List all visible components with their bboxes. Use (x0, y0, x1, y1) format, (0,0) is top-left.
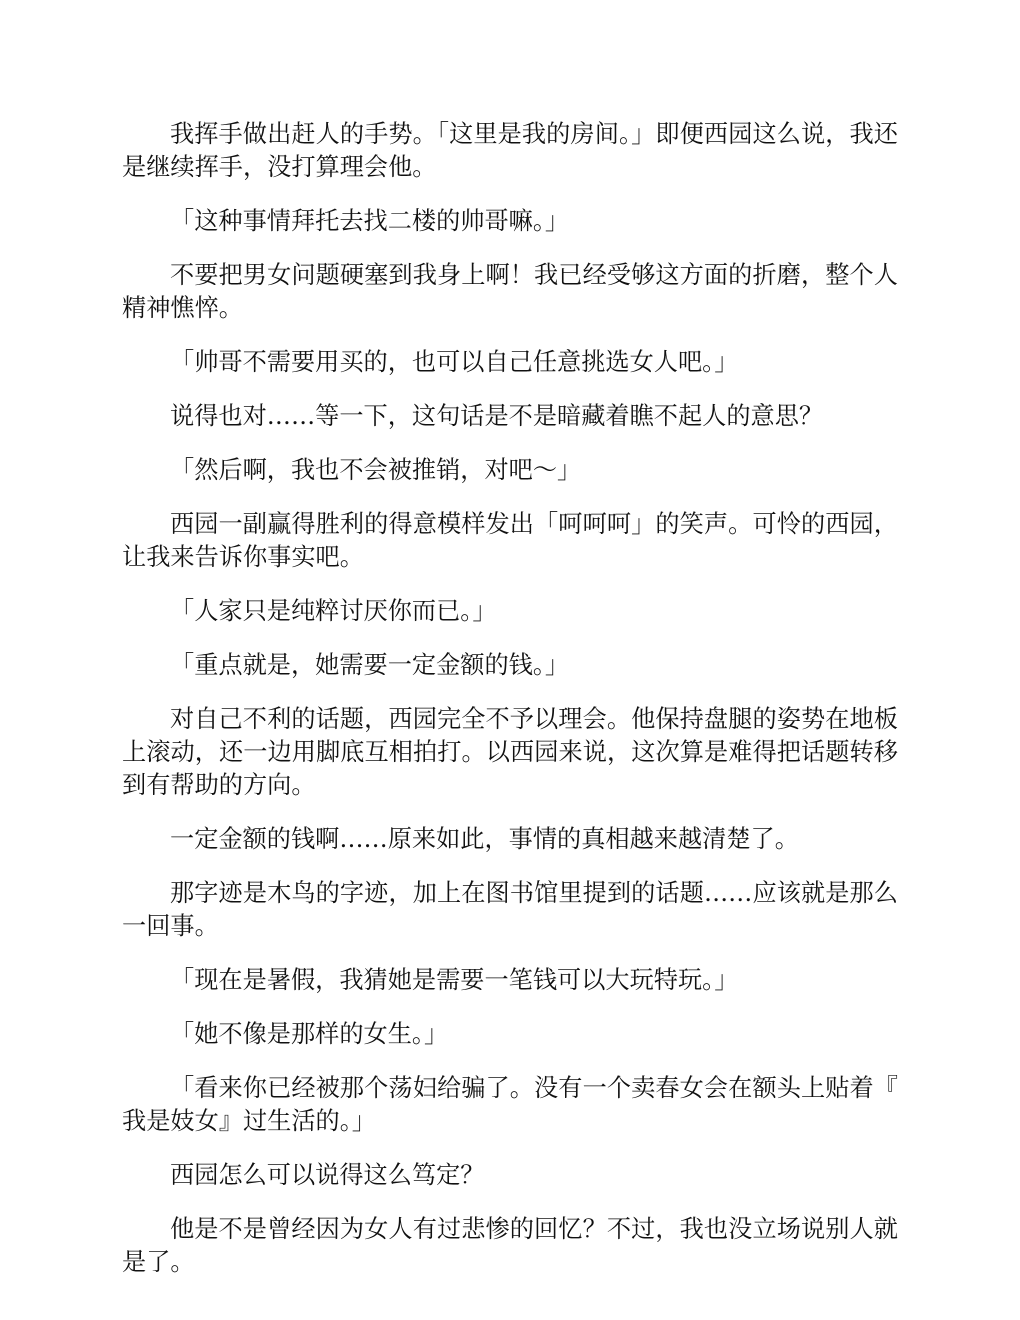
paragraph: 我挥手做出赶人的手势。「这里是我的房间。」即便西园这么说，我还是继续挥手，没打算理会他。 (122, 120, 898, 181)
paragraph: 不要把男女问题硬塞到我身上啊！我已经受够这方面的折磨，整个人精神憔悴。 (122, 261, 898, 322)
paragraph: 「现在是暑假，我猜她是需要一笔钱可以大玩特玩。」 (170, 966, 739, 994)
paragraph: 「然后啊，我也不会被推销，对吧～」 (170, 456, 582, 484)
paragraph: 对自己不利的话题，西园完全不予以理会。他保持盘腿的姿势在地板上滚动，还一边用脚底互相拍打。以西园来说，这次算是难得把话题转移到有帮助的方向。 (122, 705, 898, 799)
paragraph: 西园一副赢得胜利的得意模样发出「呵呵呵」的笑声。可怜的西园，让我来告诉你事实吧。 (122, 510, 898, 571)
paragraph: 一定金额的钱啊……原来如此，事情的真相越来越清楚了。 (170, 825, 799, 853)
paragraph: 那字迹是木鸟的字迹，加上在图书馆里提到的话题……应该就是那么一回事。 (122, 879, 898, 940)
paragraph: 「人家只是纯粹讨厌你而已。」 (170, 597, 497, 625)
paragraph: 说得也对……等一下，这句话是不是暗藏着瞧不起人的意思？ (170, 402, 824, 430)
paragraph: 西园怎么可以说得这么笃定？ (170, 1161, 485, 1189)
paragraph: 「这种事情拜托去找二楼的帅哥嘛。」 (170, 207, 570, 235)
paragraph: 「看来你已经被那个荡妇给骗了。没有一个卖春女会在额头上贴着『我是妓女』过生活的。」 (122, 1074, 898, 1135)
paragraph: 「重点就是，她需要一定金额的钱。」 (170, 651, 570, 679)
paragraph: 「帅哥不需要用买的，也可以自己任意挑选女人吧。」 (170, 348, 739, 376)
paragraph: 他是不是曾经因为女人有过悲惨的回忆？不过，我也没立场说别人就是了。 (122, 1215, 898, 1276)
paragraph: 「她不像是那样的女生。」 (170, 1020, 449, 1048)
page-text (122, 118, 898, 1300)
